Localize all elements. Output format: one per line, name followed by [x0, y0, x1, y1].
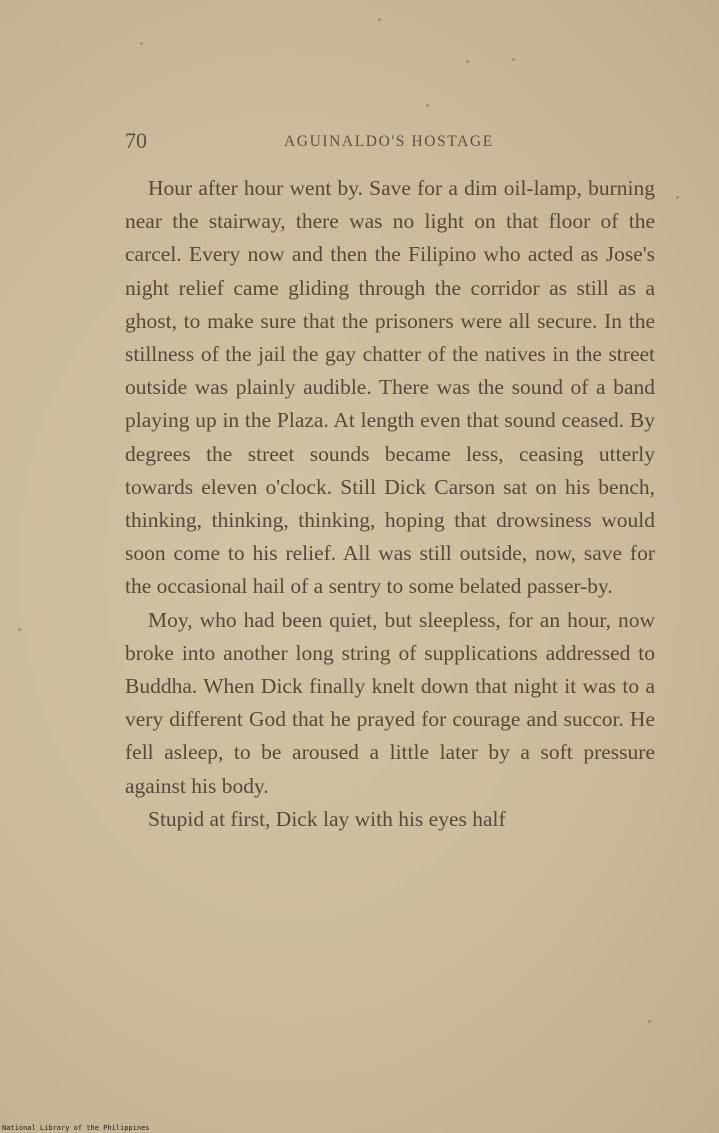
paper-speck: [426, 104, 429, 107]
paper-speck: [676, 196, 679, 199]
paper-speck: [512, 58, 515, 61]
paper-speck: [18, 628, 21, 631]
paragraph: Hour after hour went by. Save for a dim oil-lamp, burning near the stairway, there was no light on that floor of the carcel. Every now and then the Filipino who acted as Jose's night relief came gliding through the corridor as still as a ghost, to make sure that the prisoners were all secure. In the stillness of the jail the gay chatter of the natives in the street outside was plainly audible. There was the sound of a band playing up in the Plaza. At length even that sound ceased. By degrees the street sounds became less, ceasing utterly towards eleven o'clock. Still Dick Carson sat on his bench, thinking, thinking, thinking, hoping that drowsiness would soon come to his relief. All was still outside, now, save for the occasional hail of a sentry to some belated passer-by.: [125, 176, 655, 599]
paper-speck: [648, 1020, 651, 1023]
running-title: AGUINALDO'S HOSTAGE: [284, 133, 494, 150]
paper-speck: [466, 60, 469, 63]
paragraph: Stupid at first, Dick lay with his eyes half: [148, 806, 506, 831]
page-text: [125, 172, 655, 836]
page-number: 70: [125, 128, 147, 153]
paper-speck: [140, 42, 143, 45]
paragraph: Moy, who had been quiet, but sleepless, for an hour, now broke into another long string of supplications addressed to Buddha. When Dick finally knelt down that night it was to a very different God that he prayed for courage and succor. He fell asleep, to be aroused a little later by a soft pressure against his body.: [125, 607, 655, 798]
library-credit: National Library of the Philippines: [2, 1124, 150, 1132]
page-header: [125, 128, 655, 154]
paper-speck: [378, 18, 381, 21]
